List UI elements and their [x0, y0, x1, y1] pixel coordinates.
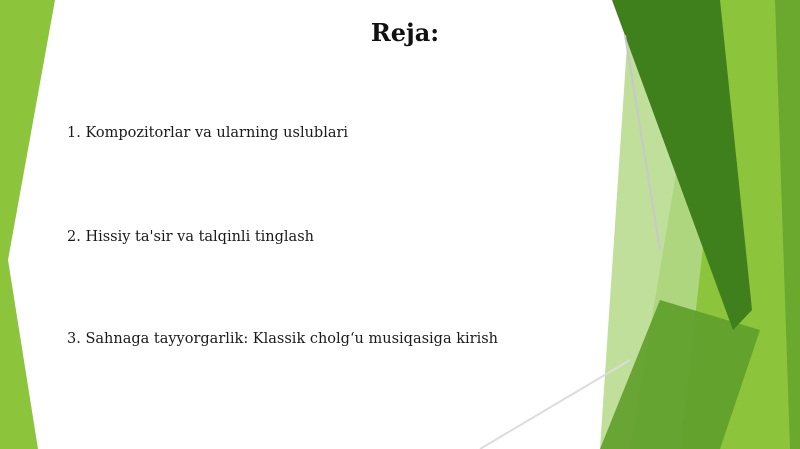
slide-title: Reja: — [370, 18, 440, 47]
agenda-item-3: 3. Sahnaga tayyorgarlik: Klassik cholg‘u musiqasiga kirish — [67, 331, 498, 347]
agenda-item-1: 1. Kompozitorlar va ularning uslublari — [67, 125, 349, 141]
left-green-band — [0, 0, 55, 449]
agenda-item-2: 2. Hissiy ta'sir va talqinli tinglash — [67, 229, 314, 245]
